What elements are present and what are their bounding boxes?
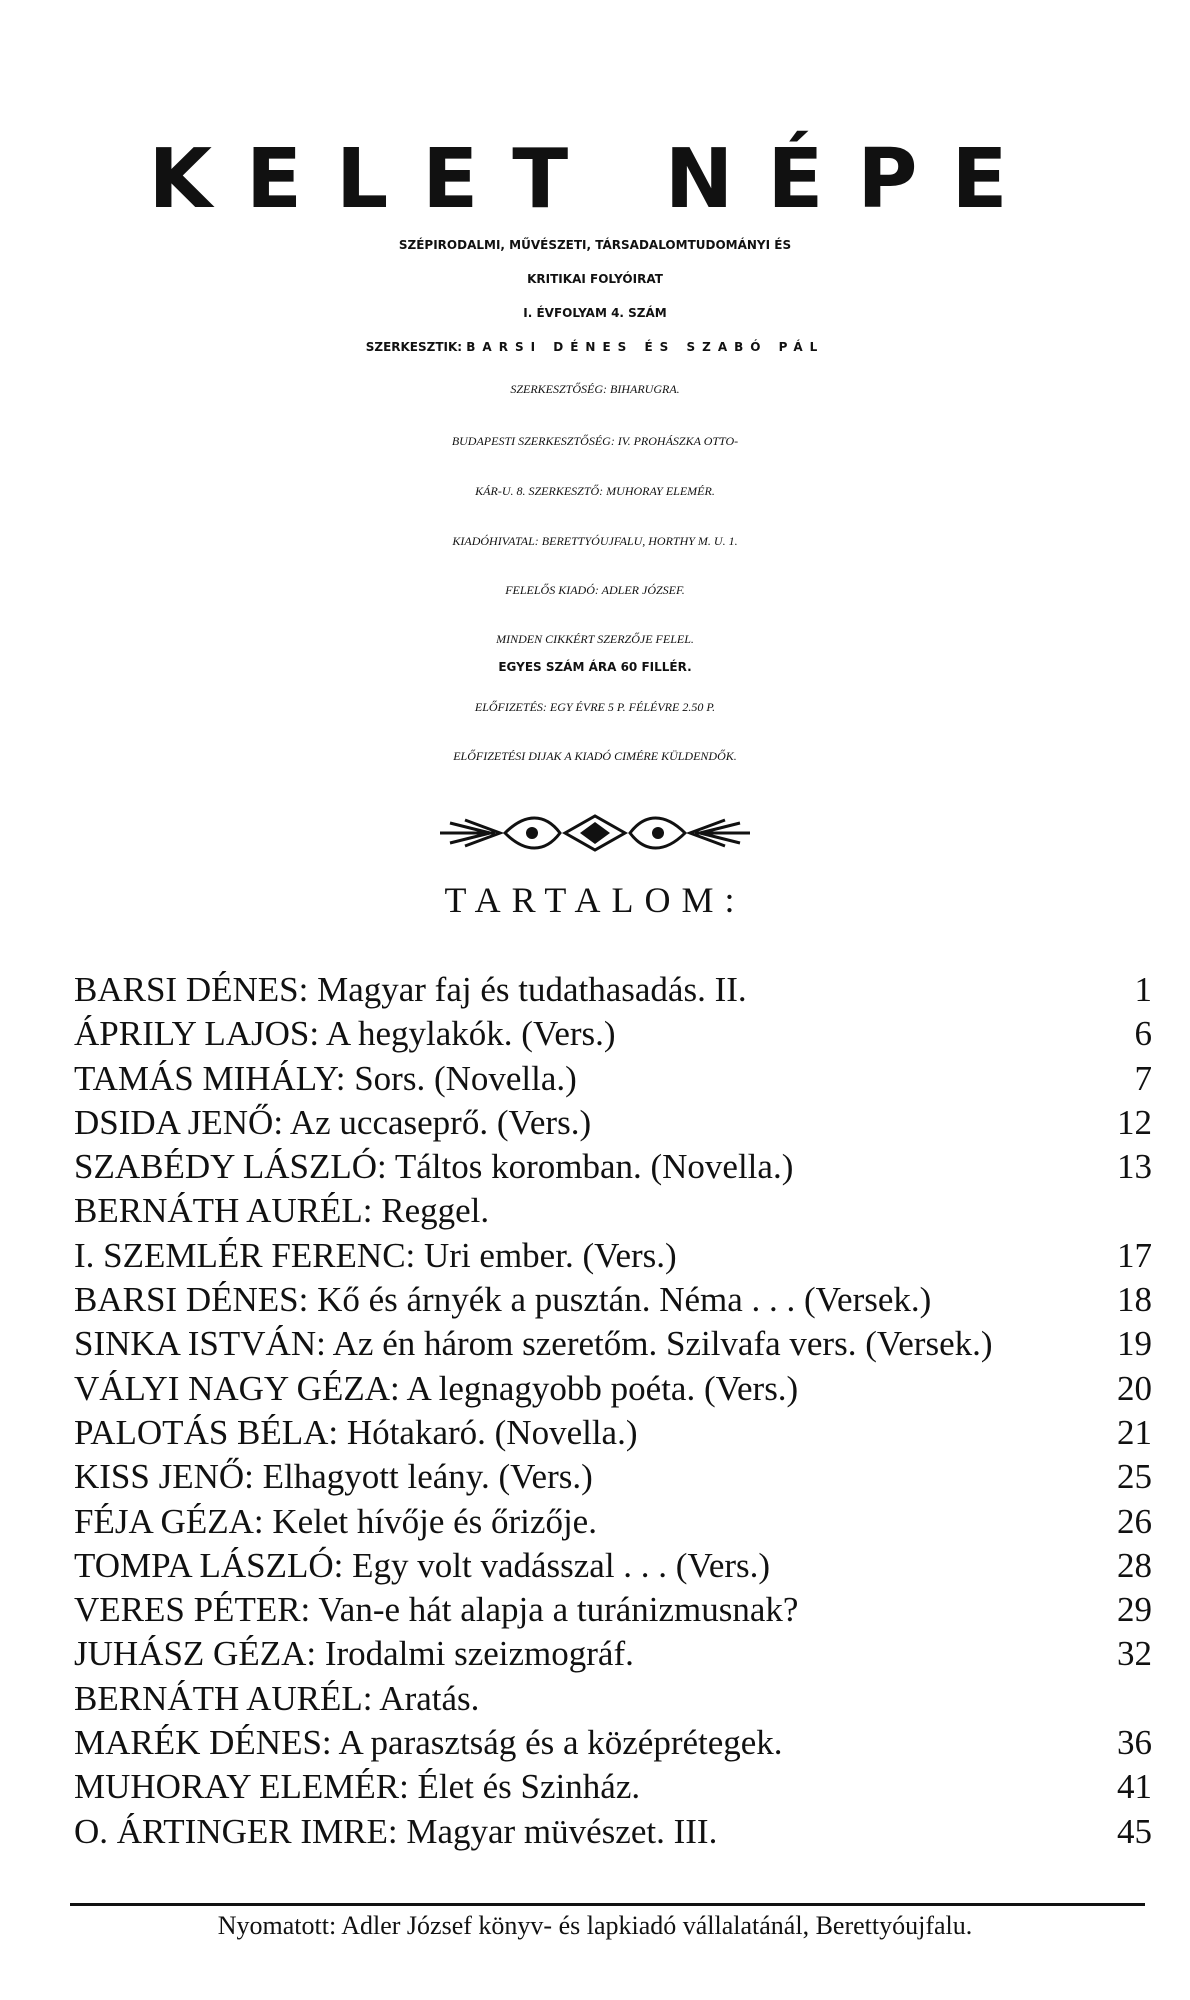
contents-entry: FÉJA GÉZA: Kelet hívője és őrizője. bbox=[74, 1501, 597, 1541]
list-item bbox=[74, 968, 1152, 1012]
issue-number: I. ÉVFOLYAM 4. SZÁM bbox=[523, 306, 667, 320]
contents-entry: VÁLYI NAGY GÉZA: A legnagyobb poéta. (Vers.) bbox=[74, 1368, 799, 1408]
list-item bbox=[74, 1765, 1152, 1809]
editors-names: BARSI DÉNES ÉS SZABÓ PÁL bbox=[466, 340, 825, 354]
list-item bbox=[74, 1101, 1152, 1145]
imprint-line-6: MINDEN CIKKÉRT SZERZŐJE FELEL. bbox=[496, 632, 694, 646]
contents-entry: KISS JENŐ: Elhagyott leány. (Vers.) bbox=[74, 1457, 593, 1497]
list-item bbox=[74, 1544, 1152, 1588]
contents-entry: BARSI DÉNES: Kő és árnyék a pusztán. Néma . . . (Versek.) bbox=[74, 1280, 932, 1320]
contents-page-number: 41 bbox=[1117, 1767, 1152, 1807]
imprint-line-4: KIADÓHIVATAL: BERETTYÓUJFALU, HORTHY M. U. 1. bbox=[452, 534, 738, 548]
contents-entry: BARSI DÉNES: Magyar faj és tudathasadás. II. bbox=[74, 970, 747, 1009]
ornament-divider bbox=[435, 808, 755, 858]
contents-page-number: 45 bbox=[1117, 1811, 1152, 1851]
contents-page-number: 18 bbox=[1117, 1280, 1152, 1320]
list-item bbox=[74, 1234, 1152, 1278]
list-item bbox=[74, 1189, 1152, 1233]
editors-label: SZERKESZTIK: bbox=[365, 340, 463, 354]
subtitle-line-1: SZÉPIRODALMI, MŰVÉSZETI, TÁRSADALOMTUDOMÁNYI ÉS bbox=[398, 238, 792, 252]
contents-page-number: 6 bbox=[1134, 1014, 1152, 1054]
contents-entry: DSIDA JENŐ: Az uccaseprő. (Vers.) bbox=[74, 1102, 592, 1142]
contents-page-number: 26 bbox=[1117, 1501, 1152, 1541]
editors-line bbox=[0, 330, 1190, 364]
contents-entry: JUHÁSZ GÉZA: Irodalmi szeizmográf. bbox=[74, 1634, 634, 1674]
contents-entry: SZABÉDY LÁSZLÓ: Táltos koromban. (Novella.) bbox=[74, 1147, 794, 1187]
contents-entry: TOMPA LÁSZLÓ: Egy volt vadásszal . . . (Vers.) bbox=[74, 1545, 771, 1585]
contents-page-number: 25 bbox=[1117, 1457, 1152, 1497]
list-item bbox=[74, 1145, 1152, 1189]
contents-page-number: 21 bbox=[1117, 1412, 1152, 1452]
contents-entry: BERNÁTH AURÉL: Aratás. bbox=[74, 1678, 480, 1718]
imprint-line-1: SZERKESZTŐSÉG: BIHARUGRA. bbox=[510, 382, 680, 396]
list-item bbox=[74, 1500, 1152, 1544]
contents-page-number: 29 bbox=[1117, 1590, 1152, 1630]
contents-page-number: 19 bbox=[1117, 1324, 1152, 1364]
contents-page-number: 12 bbox=[1117, 1102, 1152, 1142]
contents-heading: TARTALOM: bbox=[444, 880, 746, 920]
subscription-address: ELŐFIZETÉSI DIJAK A KIADÓ CIMÉRE KÜLDENDŐK. bbox=[453, 749, 737, 763]
contents-entry: SINKA ISTVÁN: Az én három szeretőm. Szilvafa vers. (Versek.) bbox=[74, 1324, 993, 1364]
contents-entry: TAMÁS MIHÁLY: Sors. (Novella.) bbox=[74, 1058, 577, 1098]
contents-entry: VERES PÉTER: Van-e hát alapja a turánizmusnak? bbox=[74, 1590, 799, 1630]
contents-entry: BERNÁTH AURÉL: Reggel. bbox=[74, 1191, 490, 1231]
contents-entry: MUHORAY ELEMÉR: Élet és Szinház. bbox=[74, 1767, 641, 1807]
contents-page-number: 20 bbox=[1117, 1368, 1152, 1408]
imprint-line-5: FELELŐS KIADÓ: ADLER JÓZSEF. bbox=[505, 583, 685, 597]
contents-page-number: 1 bbox=[1134, 970, 1152, 1009]
contents-entry: ÁPRILY LAJOS: A hegylakók. (Vers.) bbox=[74, 1014, 616, 1054]
list-item bbox=[74, 1012, 1152, 1056]
contents-page-number: 36 bbox=[1117, 1723, 1152, 1763]
contents-entry: O. ÁRTINGER IMRE: Magyar müvészet. III. bbox=[74, 1811, 718, 1851]
list-item bbox=[74, 1057, 1152, 1101]
contents-page-number: 32 bbox=[1117, 1634, 1152, 1674]
list-item bbox=[74, 1677, 1152, 1721]
list-item bbox=[74, 1632, 1152, 1676]
list-item bbox=[74, 1367, 1152, 1411]
subtitle-line-2: KRITIKAI FOLYÓIRAT bbox=[527, 272, 663, 286]
table-of-contents bbox=[74, 968, 1152, 1854]
list-item bbox=[74, 1721, 1152, 1765]
printer-notice: Nyomatott: Adler József könyv- és lapkiadó vállalatánál, Berettyóujfalu. bbox=[217, 1911, 973, 1940]
list-item bbox=[74, 1411, 1152, 1455]
subscription-prices: ELŐFIZETÉS: EGY ÉVRE 5 P. FÉLÉVRE 2.50 P. bbox=[474, 700, 716, 714]
contents-page-number: 17 bbox=[1117, 1235, 1152, 1275]
contents-entry: MARÉK DÉNES: A parasztság és a középrétegek. bbox=[74, 1723, 783, 1763]
contents-page-number: 7 bbox=[1134, 1058, 1152, 1098]
list-item bbox=[74, 1322, 1152, 1366]
contents-page-number: 28 bbox=[1117, 1545, 1152, 1585]
list-item bbox=[74, 1455, 1152, 1499]
contents-entry: I. SZEMLÉR FERENC: Uri ember. (Vers.) bbox=[74, 1235, 677, 1275]
contents-entry: PALOTÁS BÉLA: Hótakaró. (Novella.) bbox=[74, 1412, 638, 1452]
journal-title: KELET NÉPE bbox=[148, 132, 1042, 227]
contents-page-number: 13 bbox=[1117, 1147, 1152, 1187]
imprint-line-2: BUDAPESTI SZERKESZTŐSÉG: IV. PROHÁSZKA OTTO- bbox=[451, 434, 739, 448]
list-item bbox=[74, 1588, 1152, 1632]
list-item bbox=[74, 1278, 1152, 1322]
single-issue-price: EGYES SZÁM ÁRA 60 FILLÉR. bbox=[498, 660, 692, 674]
list-item bbox=[74, 1810, 1152, 1854]
imprint-line-3: KÁR-U. 8. SZERKESZTŐ: MUHORAY ELEMÉR. bbox=[475, 484, 715, 498]
